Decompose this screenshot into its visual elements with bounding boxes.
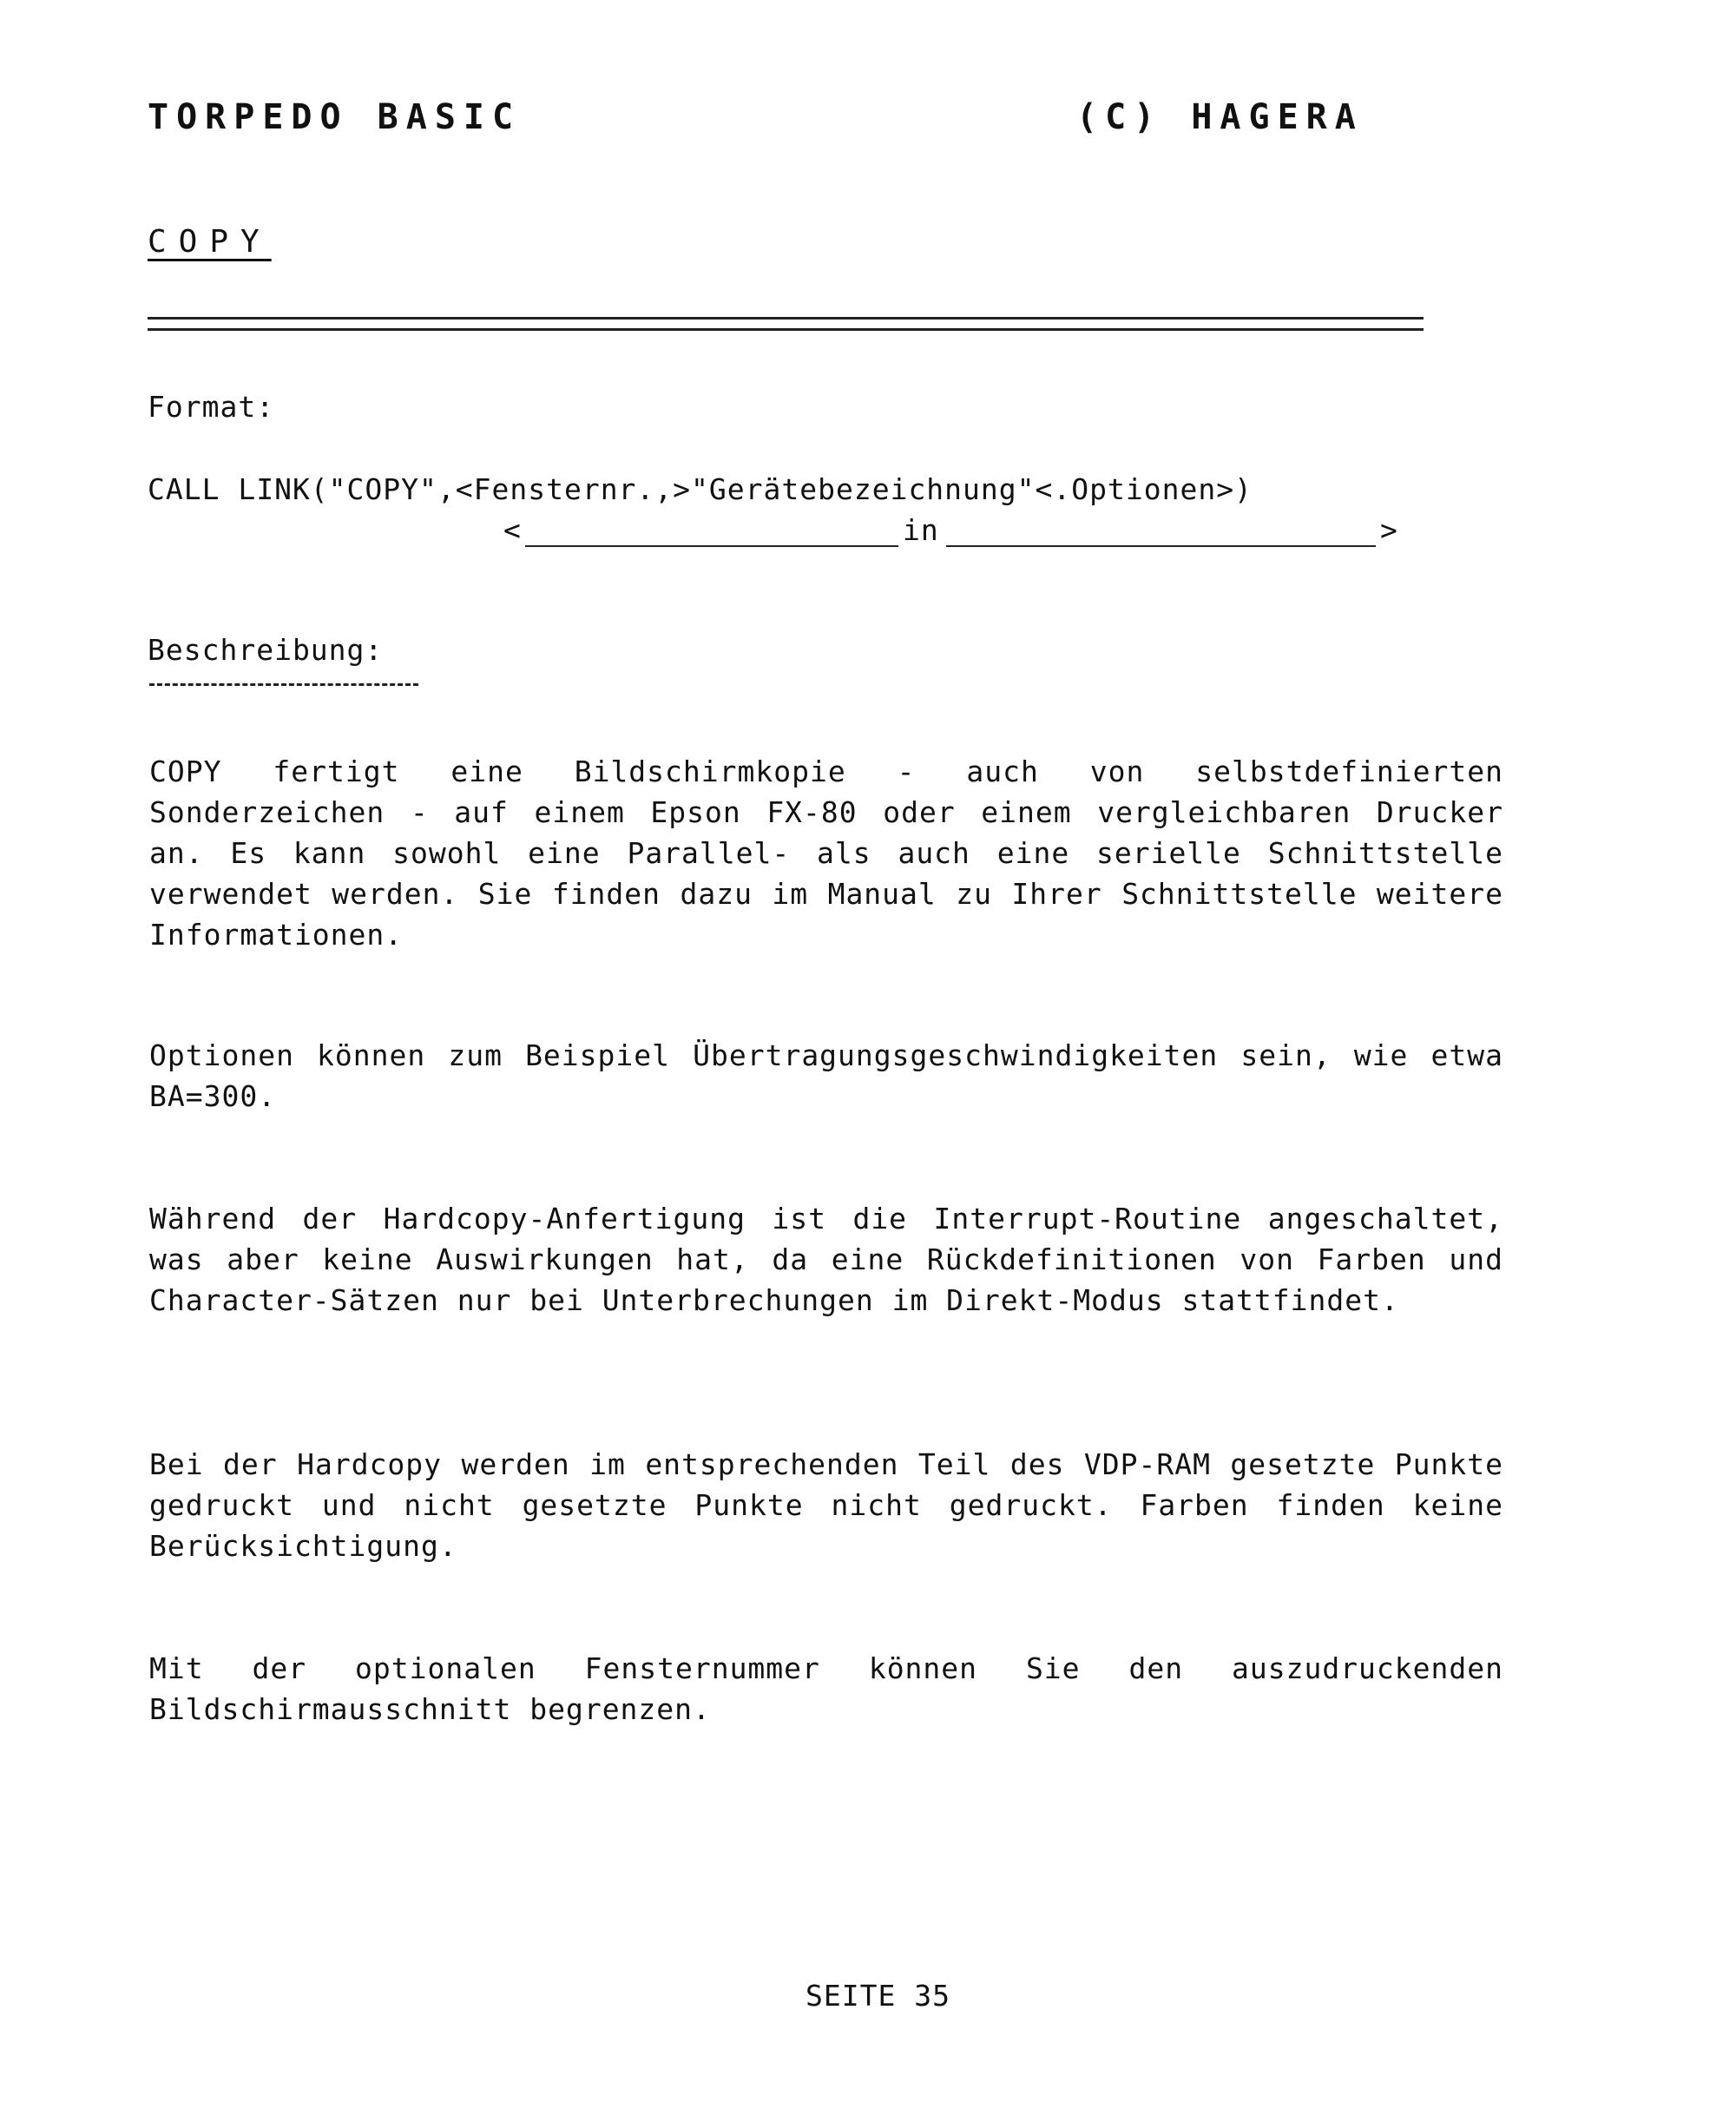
description-label: Beschreibung:: [148, 633, 384, 667]
placeholder-underline-left: [525, 545, 898, 547]
description-paragraph-2: Optionen können zum Beispiel Übertragungsgeschwindigkeiten sein, wie etwa BA=300.: [149, 1038, 1503, 1113]
placeholder-in: in: [903, 513, 939, 547]
description-paragraph-4: Bei der Hardcopy werden im entsprechenden Teil des VDP-RAM gesetzte Punkte gedruckt und nicht gesetzte Punkte nicht gedruckt. Farben finden keine Berücksichtigung.: [149, 1447, 1503, 1563]
double-rule-divider: [148, 317, 1424, 331]
header-title: TORPEDO BASIC: [148, 97, 522, 137]
placeholder-underline-right: [946, 545, 1376, 547]
format-label: Format:: [148, 390, 275, 424]
section-title: COPY: [148, 224, 272, 260]
placeholder-open: <: [503, 513, 522, 547]
placeholder-close: >: [1380, 513, 1398, 547]
description-underline: [149, 683, 418, 686]
description-paragraph-3: Während der Hardcopy-Anfertigung ist die Interrupt-Routine angeschaltet, was aber keine Auswirkungen hat, da eine Rückdefinitionen von Farben und Character-Sätzen nur bei Unterbrechungen im Direkt-Modus stattfindet.: [149, 1202, 1503, 1317]
format-syntax: CALL LINK("COPY",<Fensternr.,>"Gerätebezeichnung"<.Optionen>): [148, 472, 1253, 506]
page-number: SEITE 35: [806, 1979, 950, 2013]
description-paragraph-1: COPY fertigt eine Bildschirmkopie - auch von selbstdefinierten Sonderzeichen - auf einem Epson FX-80 oder einem vergleichbaren Drucker an. Es kann sowohl eine Parallel- als auch eine serielle Schnittstelle verwendet werden. Sie finden dazu im Manual zu Ihrer Schnittstelle weitere Informationen.: [149, 755, 1503, 952]
header-copyright: (C) HAGERA: [1076, 97, 1364, 137]
description-paragraph-5: Mit der optionalen Fensternummer können Sie den auszudruckenden Bildschirmausschnitt begrenzen.: [149, 1651, 1503, 1726]
